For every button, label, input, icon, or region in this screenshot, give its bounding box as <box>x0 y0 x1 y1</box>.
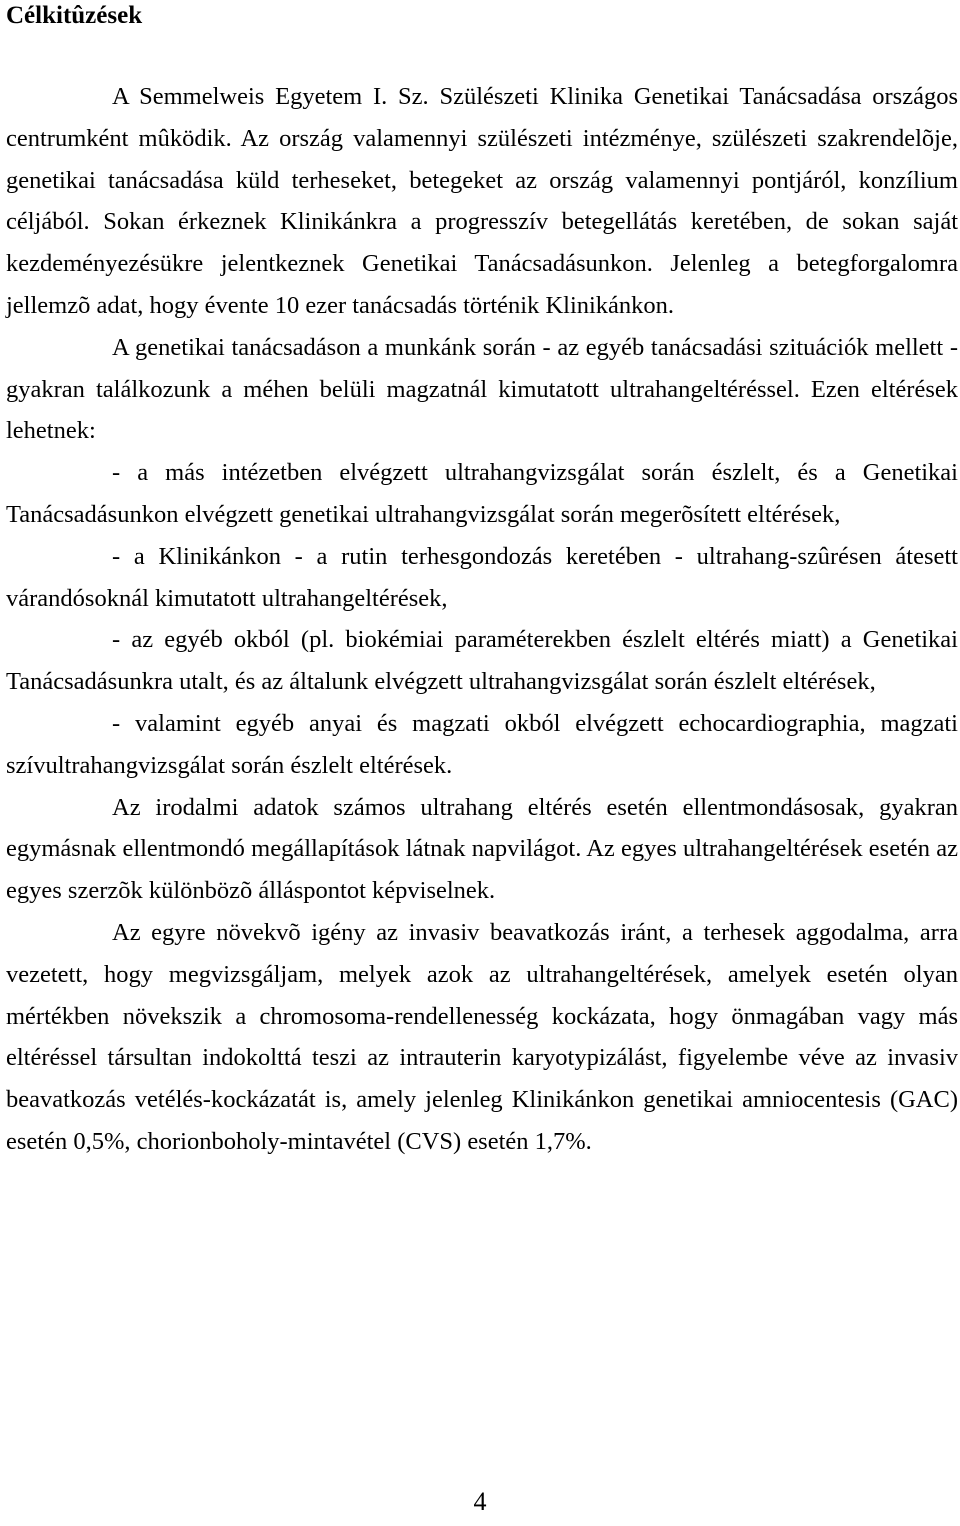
paragraph-literature: Az irodalmi adatok számos ultrahang eltérés esetén ellentmondásosak, gyakran egymásnak ellentmondó megállapítások látnak napvilágot. Az egyes ultrahangeltérések esetén az egyes szerzõk különbözõ álláspontot képviselnek. <box>6 793 958 905</box>
body-text <box>6 76 958 1163</box>
list-item-echocardiography: - valamint egyéb anyai és magzati okból elvégzett echocardiographia, magzati szívultrahangvizsgálat során észlelt eltérések. <box>6 709 958 779</box>
page-number: 4 <box>473 1487 487 1516</box>
paragraph-intro: A Semmelweis Egyetem I. Sz. Szülészeti Klinika Genetikai Tanácsadása országos centrumként mûködik. Az ország valamennyi szülészeti intézménye, szülészeti szakrendelõje, genetikai tanácsadása küld terheseket, betegeket az ország valamennyi pontjáról, konzílium céljából. Sokan érkeznek Klinikánkra a progresszív betegellátás keretében, de sokan saját kezdeményezésükre jelentkeznek Genetikai Tanácsadásunkon. Jelenleg a betegforgalomra jellemzõ adat, hogy évente 10 ezer tanácsadás történik Klinikánkon. <box>6 83 958 319</box>
list-item-other-institute: - a más intézetben elvégzett ultrahangvizsgálat során észlelt, és a Genetikai Tanácsadásunkon elvégzett genetikai ultrahangvizsgálat során megerõsített eltérések, <box>6 459 958 528</box>
section-heading: Célkitûzések <box>6 2 143 29</box>
paragraph-ultrasound-findings: A genetikai tanácsadáson a munkánk során - az egyéb tanácsadási szituációk mellett - gyakran találkozunk a méhen belüli magzatnál kimutatott ultrahangeltéréssel. Ezen eltérések lehetnek: <box>6 333 958 445</box>
list-item-other-reasons: - az egyéb okból (pl. biokémiai paraméterekben észlelt eltérés miatt) a Genetikai Tanácsadásunkra utalt, és az általunk elvégzett ultrahangvizsgálat során észlelt eltérések, <box>6 626 958 696</box>
list-item-routine-screening: - a Klinikánkon - a rutin terhesgondozás keretében - ultrahang-szûrésen átesett várandósoknál kimutatott ultrahangeltérések, <box>6 542 958 612</box>
paragraph-aim: Az egyre növekvõ igény az invasiv beavatkozás iránt, a terhesek aggodalma, arra vezetett, hogy megvizsgáljam, melyek azok az ultrahangeltérések, amelyek esetén olyan mértékben növekszik a chromosoma-rendellenesség kockázata, hogy önmagában vagy más eltéréssel társultan indokolttá teszi az intrauterin karyotypizálást, figyelembe véve az invasiv beavatkozás vetélés-kockázatát is, amely jelenleg Klinikánkon genetikai amniocentesis (GAC) esetén 0,5%, chorionboholy-mintavétel (CVS) esetén 1,7%. <box>6 918 958 1155</box>
